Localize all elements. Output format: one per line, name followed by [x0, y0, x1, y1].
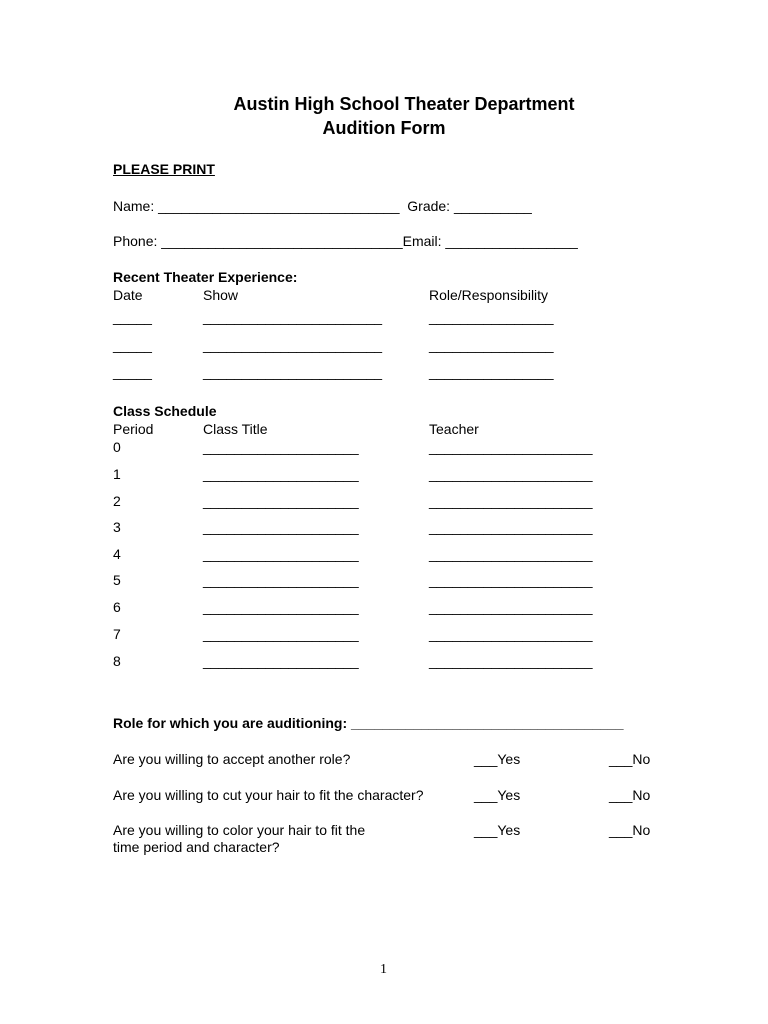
- name-grade-line[interactable]: Name: _______________________________ Grade: __________: [113, 198, 532, 214]
- experience-show-blank[interactable]: _______________________: [203, 364, 383, 380]
- schedule-col-class: Class Title: [203, 421, 268, 437]
- answer-yes-blank[interactable]: ___Yes: [474, 822, 521, 838]
- schedule-class-blank[interactable]: ____________________: [203, 493, 359, 509]
- experience-show-blank[interactable]: _______________________: [203, 337, 383, 353]
- answer-yes-blank[interactable]: ___Yes: [474, 751, 521, 767]
- schedule-teacher-blank[interactable]: _____________________: [429, 626, 593, 642]
- schedule-period: 5: [113, 572, 121, 588]
- schedule-teacher-blank[interactable]: _____________________: [429, 519, 593, 535]
- experience-show-blank[interactable]: _______________________: [203, 309, 383, 325]
- schedule-class-blank[interactable]: ____________________: [203, 599, 359, 615]
- schedule-heading: Class Schedule: [113, 403, 217, 419]
- schedule-teacher-blank[interactable]: _____________________: [429, 546, 593, 562]
- schedule-teacher-blank[interactable]: _____________________: [429, 493, 593, 509]
- schedule-period: 2: [113, 493, 121, 509]
- schedule-teacher-blank[interactable]: _____________________: [429, 466, 593, 482]
- schedule-class-blank[interactable]: ____________________: [203, 466, 359, 482]
- form-title-line2: Audition Form: [322, 118, 446, 138]
- experience-role-blank[interactable]: ________________: [429, 364, 554, 380]
- schedule-class-blank[interactable]: ____________________: [203, 439, 359, 455]
- schedule-period: 1: [113, 466, 121, 482]
- schedule-class-blank[interactable]: ____________________: [203, 572, 359, 588]
- audition-role-line[interactable]: Role for which you are auditioning: ___________________________________: [113, 715, 624, 731]
- question-color-hair: Are you willing to color your hair to fit the time period and character?: [113, 822, 366, 855]
- schedule-teacher-blank[interactable]: _____________________: [429, 572, 593, 588]
- schedule-period: 6: [113, 599, 121, 615]
- answer-no-blank[interactable]: ___No: [609, 822, 651, 838]
- experience-role-blank[interactable]: ________________: [429, 309, 554, 325]
- schedule-teacher-blank[interactable]: _____________________: [429, 439, 593, 455]
- experience-col-role: Role/Responsibility: [429, 287, 549, 303]
- schedule-period: 4: [113, 546, 121, 562]
- experience-role-blank[interactable]: ________________: [429, 337, 554, 353]
- answer-yes-blank[interactable]: ___Yes: [474, 787, 521, 803]
- schedule-period: 0: [113, 439, 121, 455]
- answer-no-blank[interactable]: ___No: [609, 751, 651, 767]
- experience-heading: Recent Theater Experience:: [113, 269, 298, 285]
- schedule-teacher-blank[interactable]: _____________________: [429, 599, 593, 615]
- schedule-class-blank[interactable]: ____________________: [203, 626, 359, 642]
- experience-date-blank[interactable]: _____: [113, 364, 152, 380]
- answer-no-blank[interactable]: ___No: [609, 787, 651, 803]
- schedule-class-blank[interactable]: ____________________: [203, 653, 359, 669]
- schedule-col-period: Period: [113, 421, 154, 437]
- schedule-period: 7: [113, 626, 121, 642]
- page-number: 1: [380, 962, 387, 977]
- schedule-class-blank[interactable]: ____________________: [203, 546, 359, 562]
- schedule-class-blank[interactable]: ____________________: [203, 519, 359, 535]
- experience-col-date: Date: [113, 287, 143, 303]
- question-cut-hair: Are you willing to cut your hair to fit the character?: [113, 787, 424, 803]
- schedule-period: 3: [113, 519, 121, 535]
- question-accept-another-role: Are you willing to accept another role?: [113, 751, 351, 767]
- schedule-teacher-blank[interactable]: _____________________: [429, 653, 593, 669]
- experience-col-show: Show: [203, 287, 239, 303]
- please-print-label: PLEASE PRINT: [113, 161, 215, 177]
- phone-email-line[interactable]: Phone: _______________________________Email: _________________: [113, 233, 578, 249]
- form-title-line1: Austin High School Theater Department: [233, 94, 575, 114]
- experience-date-blank[interactable]: _____: [113, 309, 152, 325]
- schedule-col-teacher: Teacher: [429, 421, 479, 437]
- experience-date-blank[interactable]: _____: [113, 337, 152, 353]
- schedule-period: 8: [113, 653, 121, 669]
